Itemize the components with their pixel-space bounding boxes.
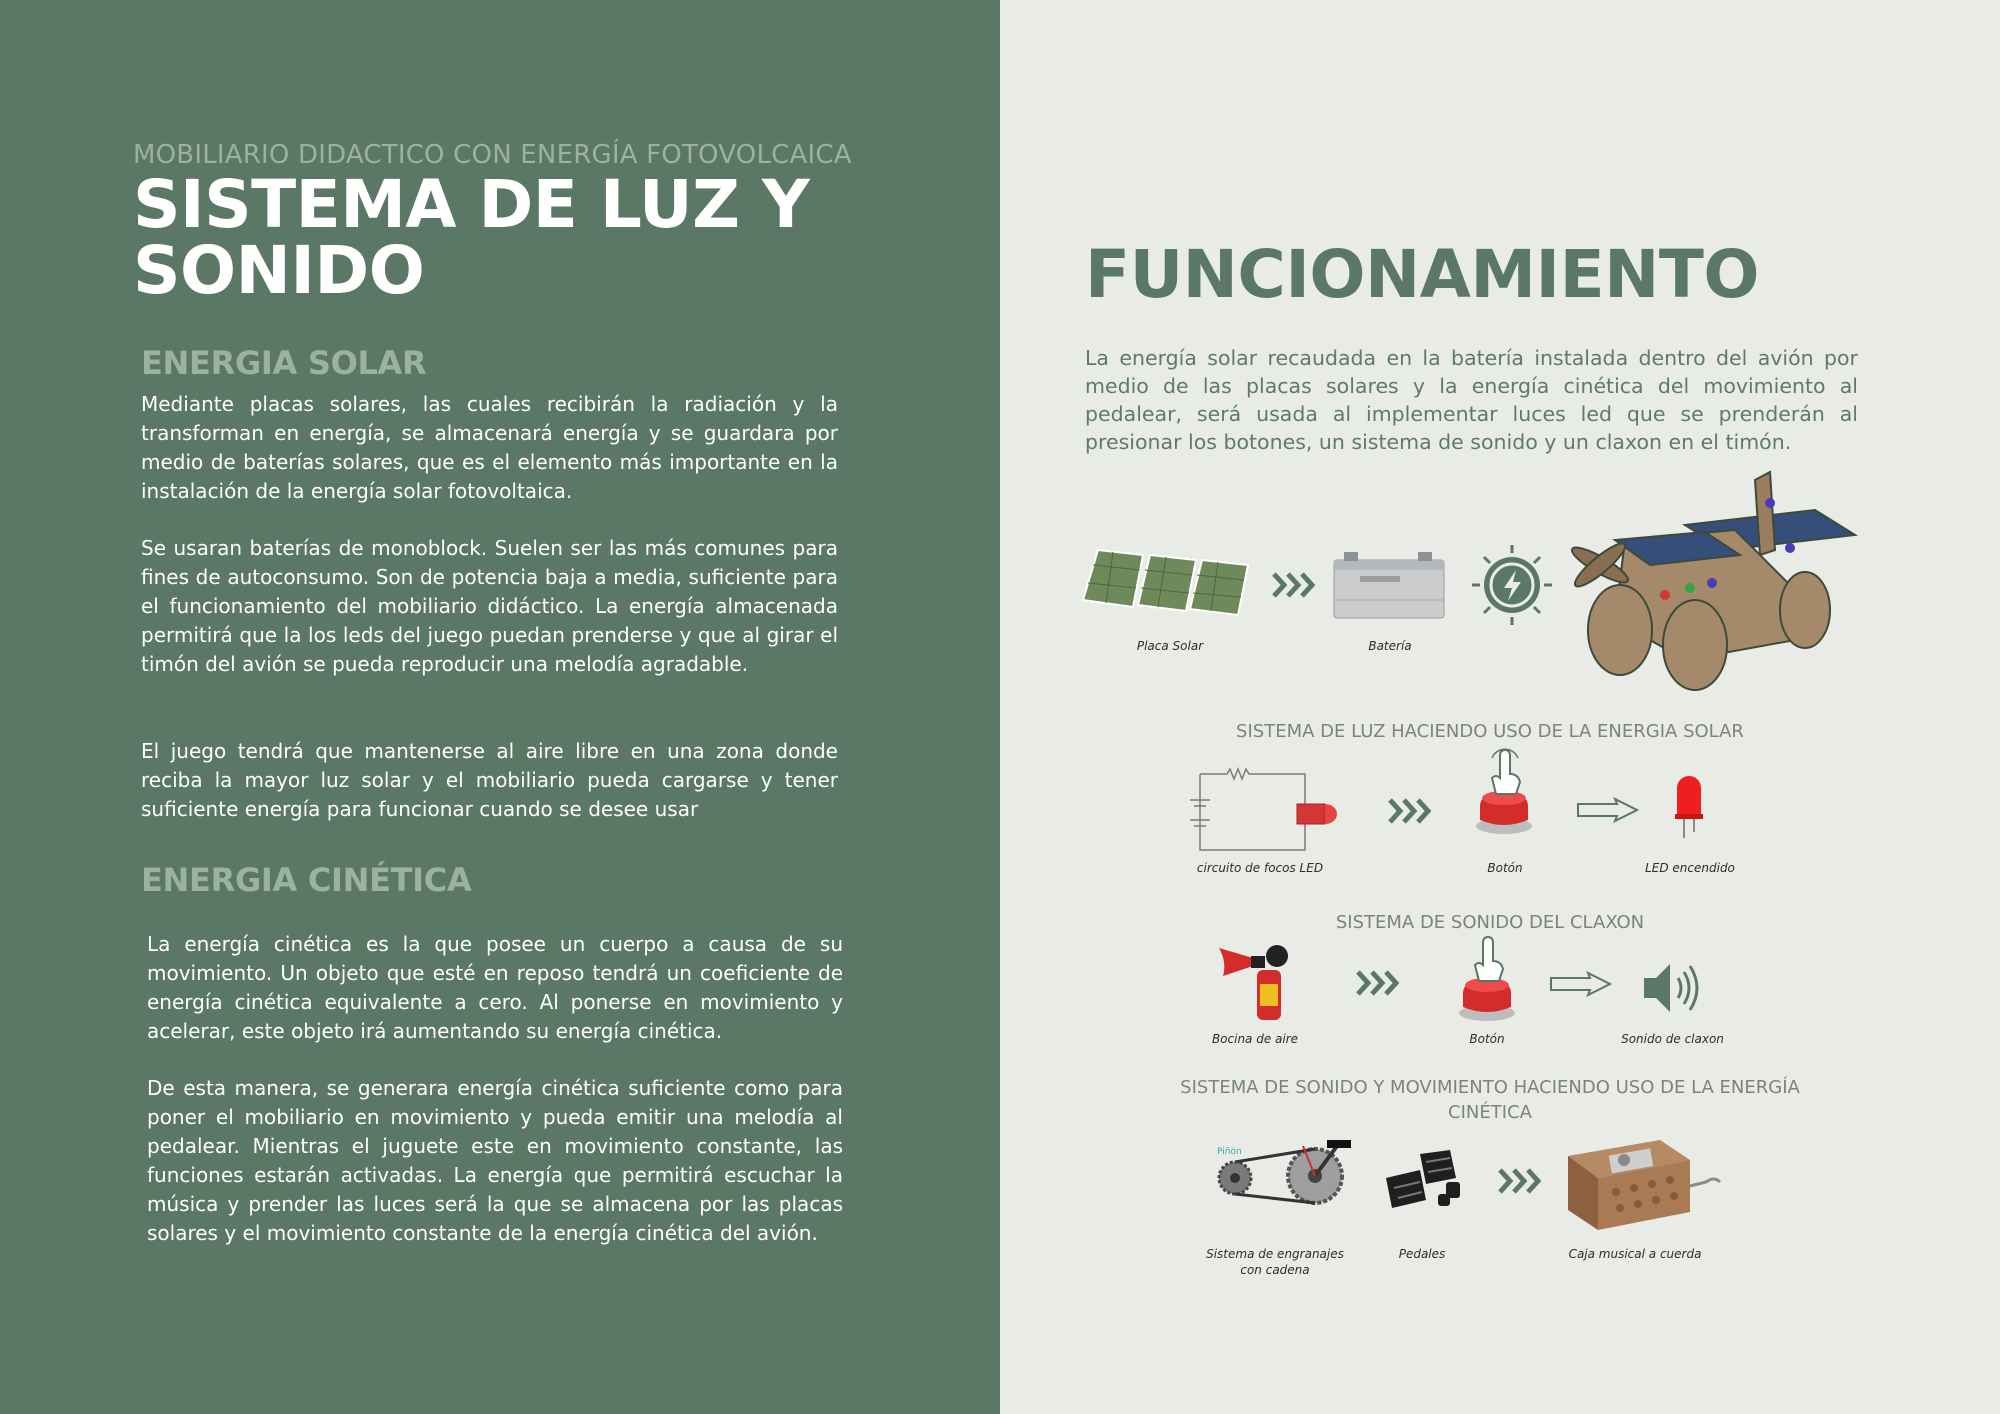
caption-gears: [1200, 1246, 1350, 1278]
funcionamiento-heading: FUNCIONAMIENTO: [1085, 236, 1760, 313]
lightning-icon: [1470, 543, 1554, 627]
caption-circuit: circuito de focos LED: [1196, 861, 1324, 875]
push-button-icon: [1470, 748, 1538, 838]
gear-chain-icon: [1215, 1138, 1355, 1212]
airplane-toy-icon: [1565, 470, 1860, 700]
title-line-2: SONIDO: [133, 232, 425, 309]
caption-gears-line-1: Sistema de engranajes: [1206, 1247, 1344, 1261]
battery-icon: [1330, 550, 1448, 622]
horn-system-heading: SISTEMA DE SONIDO DEL CLAXON: [1335, 912, 1645, 933]
caption-light-button: Botón: [1487, 861, 1523, 875]
solar-paragraph-3: El juego tendrá que mantenerse al aire libre en una zona donde reciba la mayor luz solar y el mobiliario pueda cargarse y tener suficiente energía para funcionar cuando se desee usar: [141, 739, 838, 821]
chevron-arrows-icon: [1354, 968, 1402, 998]
page-title: [133, 166, 853, 309]
caption-led: LED encendido: [1645, 861, 1735, 875]
kinetic-paragraph-2: De esta manera, se generara energía cinética suficiente como para poner el mobiliario en movimiento y pueda emitir una melodía al pedalear. Mientras el juguete este en movimiento constante, las funciones estarán activadas. La energía que permitirá escuchar la música y prender las luces será la que se almacena por las placas solares y el movimiento constante de la energía cinética del avión.: [147, 1076, 843, 1245]
led-icon: [1672, 774, 1706, 840]
pedals-icon: [1380, 1148, 1466, 1218]
caption-pedals: Pedales: [1398, 1247, 1446, 1261]
solar-panel-icon: [1078, 545, 1258, 617]
push-button-icon: [1453, 935, 1521, 1025]
speaker-icon: [1640, 960, 1706, 1016]
gear-label: Piñón: [1217, 1147, 1242, 1157]
kicker-text: MOBILIARIO DIDACTICO CON ENERGÍA FOTOVOLCAICA: [133, 140, 852, 170]
chevron-arrows-icon: [1386, 796, 1434, 826]
caption-battery: Batería: [1368, 639, 1412, 653]
intro-paragraph: La energía solar recaudada en la batería instalada dentro del avión por medio de las placas solares y la energía cinética del movimiento al pedalear, será usada al implementar luces led que se prenderán al presionar los botones, un sistema de sonido y un claxon en el timón.: [1085, 346, 1858, 454]
circuit-icon: [1185, 762, 1360, 854]
chevron-arrows-icon: [1496, 1166, 1544, 1196]
arrow-outline-icon: [1575, 796, 1641, 824]
kinetic-heading: ENERGIA CINÉTICA: [141, 861, 472, 899]
solar-paragraph-1: Mediante placas solares, las cuales recibirán la radiación y la transforman en energía, se almacenará energía y se guardara por medio de baterías solares, que es el elemento más importante en la instalación de la energía solar fotovoltaica.: [141, 392, 838, 503]
air-horn-icon: [1215, 942, 1295, 1022]
music-box-icon: [1560, 1136, 1726, 1232]
right-panel: [1000, 0, 2000, 1414]
arrow-outline-icon: [1548, 970, 1614, 998]
light-system-heading: SISTEMA DE LUZ HACIENDO USO DE LA ENERGIA SOLAR: [1236, 721, 1744, 742]
solar-paragraph-2: Se usaran baterías de monoblock. Suelen ser las más comunes para fines de autoconsumo. Son de potencia baja a media, suficiente para el funcionamiento del mobiliario didáctico. La energía almacenada permitirá que la los leds del juego puedan prenderse y que al girar el timón del avión se pueda reproducir una melodía agradable.: [141, 536, 838, 676]
caption-horn-button: Botón: [1469, 1032, 1505, 1046]
caption-solar-panel: Placa Solar: [1136, 639, 1204, 653]
caption-music-box: Caja musical a cuerda: [1568, 1247, 1702, 1261]
chevron-arrows-icon: [1270, 570, 1318, 600]
caption-sound: Sonido de claxon: [1621, 1032, 1724, 1046]
title-line-1: SISTEMA DE LUZ Y: [133, 166, 810, 243]
kinetic-paragraph-1: La energía cinética es la que posee un cuerpo a causa de su movimiento. Un objeto que esté en reposo tendrá un coeficiente de energía cinética equivalente a cero. Al ponerse en movimiento y acelerar, este objeto irá aumentando su energía cinética.: [147, 932, 843, 1043]
caption-gears-line-2: con cadena: [1240, 1263, 1310, 1277]
caption-horn: Bocina de aire: [1211, 1032, 1299, 1046]
kinetic-system-heading: SISTEMA DE SONIDO Y MOVIMIENTO HACIENDO USO DE LA ENERGÍA CINÉTICA: [1180, 1077, 1800, 1123]
solar-heading: ENERGIA SOLAR: [141, 344, 427, 382]
